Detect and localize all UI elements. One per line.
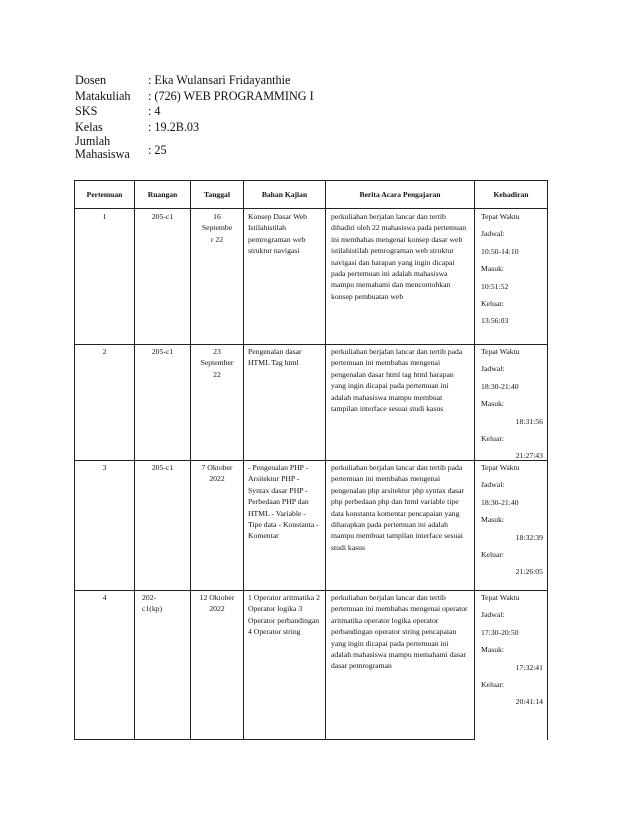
- check-in-time: 10:51:52: [481, 281, 509, 291]
- info-value: : 4: [148, 104, 161, 118]
- cell-report: perkuliahan berjalan lancar dan tertib pada pertemuan ini membahas mengenai pengenalan dasar html tag html harapan yang ingin dicapai pada pertemuan ini adalah mahasiswa mampu membuat tampilan interface sesuai studi kasus: [331, 347, 463, 414]
- info-label: Kelas: [75, 119, 103, 134]
- cell-material: Konsep Dasar Web Istilahistilah pemrograman web struktur navigasi: [248, 212, 308, 256]
- attendance-status: Tepat Waktu: [481, 463, 520, 472]
- cell-attendance: [481, 343, 543, 465]
- cell-date: 12 Oktober 2022: [199, 593, 235, 614]
- check-out-time: 20:41:14: [515, 697, 543, 707]
- info-value: : 25: [148, 143, 167, 157]
- check-in-label: Masuk:: [481, 399, 505, 409]
- attendance-status: Tepat Waktu: [481, 212, 520, 221]
- cell-attendance: [481, 208, 543, 330]
- info-row-lecturer: [75, 73, 495, 89]
- schedule-time: 10:50-14:10: [481, 246, 519, 256]
- check-in-time: 18:31:56: [515, 416, 543, 426]
- col-header-material: Bahan Kajian: [261, 189, 308, 199]
- check-in-label: Masuk:: [481, 645, 505, 655]
- check-in-label: Masuk:: [481, 264, 505, 274]
- cell-material: - Pengenalan PHP - Arsitektur PHP - Syntax dasar PHP - Perbedaan PHP dan HTML - Variable - Tipe data - Konstanta - Komentar: [248, 463, 319, 541]
- check-out-label: Keluar:: [481, 434, 505, 444]
- col-header-room: Ruangan: [147, 189, 178, 199]
- cell-material: 1 Operator aritmatika 2 Operator logika 3 Operator perbandingan 4 Operator string: [248, 593, 320, 637]
- info-label: Matakuliah: [75, 88, 131, 103]
- schedule-label: Jadwal:: [481, 480, 505, 490]
- info-value: : (726) WEB PROGRAMMING I: [148, 88, 314, 103]
- schedule-label: Jadwal:: [481, 364, 505, 374]
- cell-report: perkuliahan berjalan lancar dan tertib pertemuan ini membahas mengenai operator aritmatika operator logika operator perbandingan operator string pencapaian yang ingin dicapai pada pertemuan ini adalah mahasiswa mampu memahami dasar dasar pemrograman: [331, 593, 468, 671]
- check-out-label: Keluar:: [481, 299, 505, 309]
- attendance-table: [74, 180, 548, 740]
- col-header-meeting: Pertemuan: [86, 189, 123, 199]
- cell-room: 205-c1: [151, 212, 174, 221]
- info-value: : Eka Wulansari Fridayanthie: [148, 73, 291, 87]
- course-info: [75, 73, 495, 165]
- attendance-status: Tepat Waktu: [481, 593, 520, 602]
- cell-meeting-no: 4: [102, 593, 107, 602]
- info-label: Dosen: [75, 73, 107, 87]
- cell-report: perkuliahan berjalan lancar dan tertib dihadiri oleh 22 mahasiswa pada pertemuan ini membahas mengenai konsep dasar web istilahistilah pemrograman web struktur navigasi dan harapan yang ingin dicapai pada pertemuan ini adalah mahasiswa mampu memahami dan mencontohkan konsep pembuatan web: [331, 212, 467, 301]
- info-row-credits: [75, 104, 495, 120]
- cell-attendance: [481, 459, 543, 581]
- check-in-time: 17:32:41: [515, 662, 543, 672]
- cell-room: 205-c1: [151, 347, 174, 356]
- cell-material: Pengenalan dasar HTML Tag html: [248, 347, 302, 368]
- cell-attendance: [481, 589, 543, 711]
- schedule-label: Jadwal:: [481, 229, 505, 239]
- col-header-report: Berita Acara Pengajaran: [359, 189, 441, 199]
- schedule-time: 18:30-21:40: [481, 497, 519, 507]
- schedule-time: 17:30-20:50: [481, 627, 519, 637]
- info-label: Jumlah Mahasiswa: [75, 134, 130, 161]
- col-header-date: Tanggal: [204, 189, 230, 199]
- schedule-label: Jadwal:: [481, 610, 505, 620]
- cell-meeting-no: 2: [102, 347, 107, 356]
- col-header-attendance: Kehadiran: [493, 189, 529, 199]
- info-row-students: [75, 135, 495, 165]
- check-in-time: 18:32:39: [515, 532, 543, 542]
- check-out-label: Keluar:: [481, 550, 505, 560]
- info-value: : 19.2B.03: [148, 119, 200, 134]
- cell-report: perkuliahan berjalan lancar dan tertib pada pertemuan ini membahas mengenai pengenalan php arsitektur php syntax dasar php perbedaan php dan html variable tipe data konstanta komentar pencapaian yang diharapkan pada pertemuan ini adalah mampu membuat tampilan interface sesuai studi kasus: [331, 463, 464, 552]
- cell-meeting-no: 3: [102, 463, 107, 472]
- cell-meeting-no: 1: [102, 212, 107, 221]
- check-out-label: Keluar:: [481, 680, 505, 690]
- check-out-time: 21:26:05: [515, 567, 543, 577]
- cell-date: 7 Oktober 2022: [201, 463, 233, 484]
- info-row-course: [75, 89, 495, 105]
- cell-date: 16 September 22: [201, 212, 233, 244]
- cell-room: 205-c1: [151, 463, 174, 472]
- info-row-class: [75, 120, 495, 136]
- schedule-time: 18:30-21:40: [481, 381, 519, 391]
- check-out-time: 21:27:43: [515, 451, 543, 461]
- cell-date: 23 September 22: [200, 347, 234, 379]
- check-out-time: 13:56:03: [481, 316, 509, 326]
- cell-room: 202-c1(kp): [142, 593, 163, 614]
- check-in-label: Masuk:: [481, 515, 505, 525]
- info-label: SKS: [75, 104, 98, 118]
- attendance-status: Tepat Waktu: [481, 347, 520, 356]
